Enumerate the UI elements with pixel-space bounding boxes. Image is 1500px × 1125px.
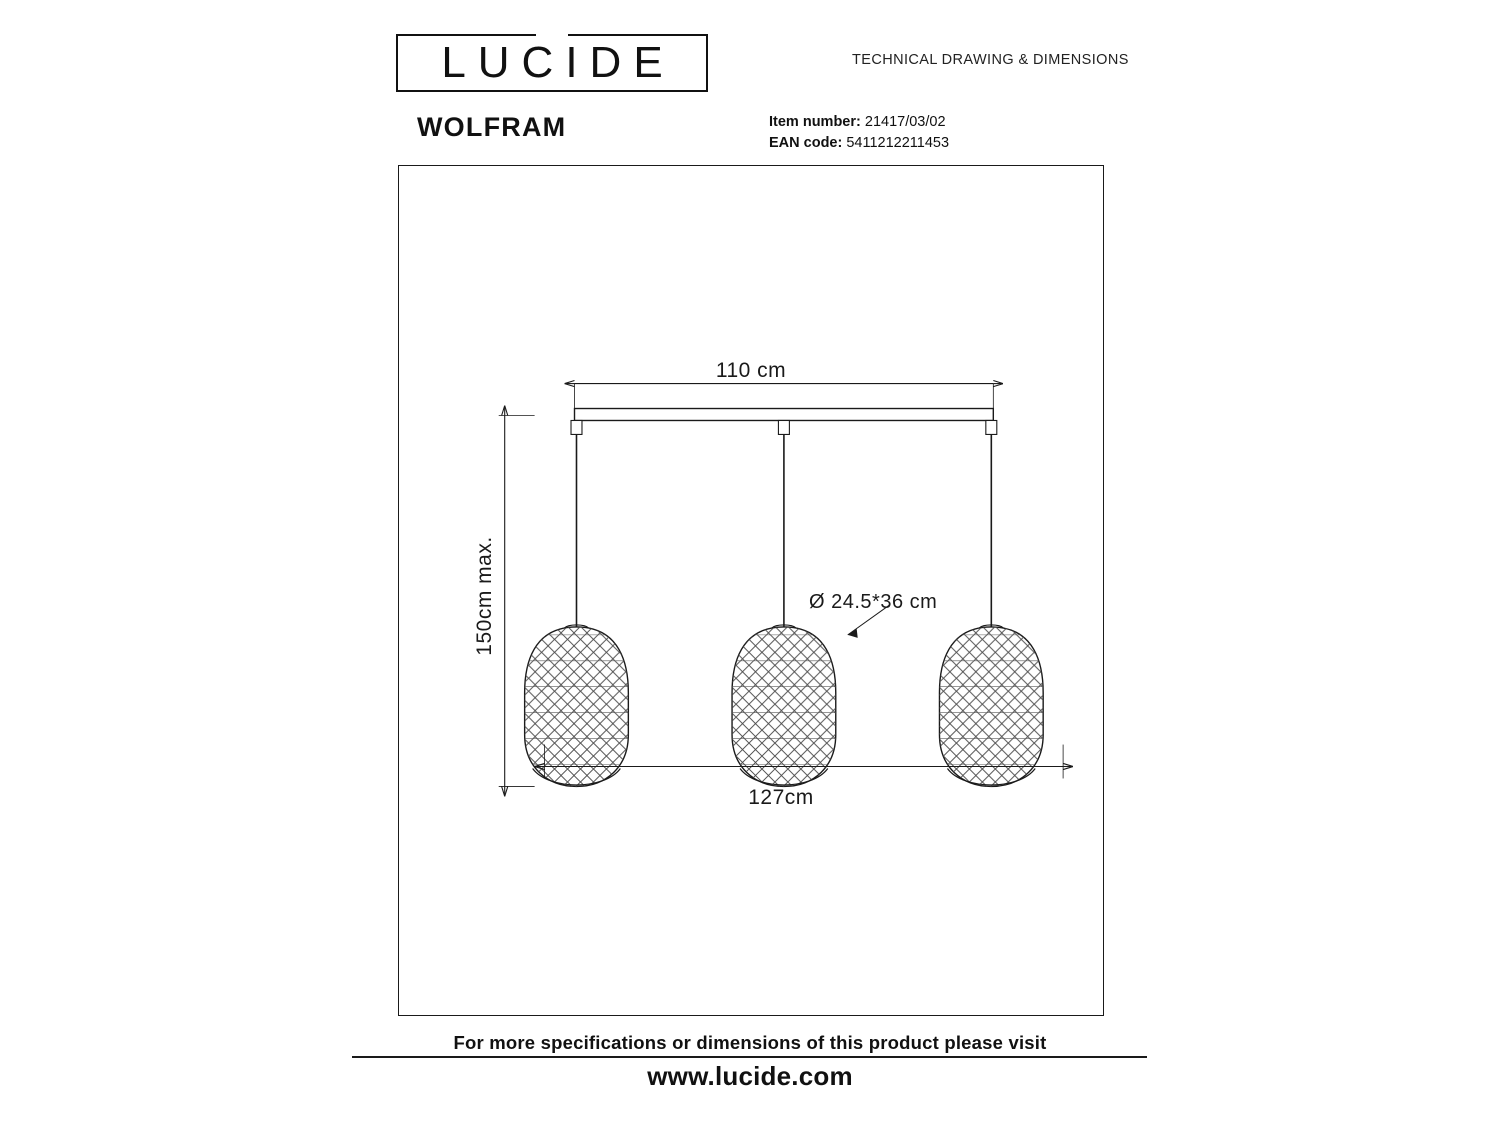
- dimension-width-bottom: 127cm: [748, 786, 814, 809]
- dimension-width-top: 110 cm: [715, 359, 787, 382]
- dimension-height: 150cm max.: [473, 536, 496, 656]
- ean-value: 5411212211453: [846, 135, 950, 151]
- item-number-label: Item number:: [769, 114, 861, 130]
- lucide-logo: [396, 34, 708, 92]
- footer-website[interactable]: www.lucide.com: [647, 1061, 853, 1091]
- logo-frame-bottom: [396, 90, 708, 92]
- dimension-shade-size: Ø 24.5*36 cm: [809, 591, 938, 613]
- footer-note: For more specifications or dimensions of this product please visit: [453, 1032, 1047, 1053]
- technical-drawing-frame: [398, 165, 1104, 1016]
- product-meta: [769, 112, 949, 154]
- ean-label: EAN code:: [769, 135, 843, 151]
- document-footer: [0, 1032, 1500, 1092]
- footer-divider: [352, 1056, 1147, 1058]
- logo-text: LUCIDE: [441, 38, 675, 87]
- document-type-label: TECHNICAL DRAWING & DIMENSIONS: [852, 52, 1129, 68]
- ean-row: [769, 133, 949, 154]
- item-number-value: 21417/03/02: [864, 114, 946, 130]
- document-header: [396, 34, 1416, 94]
- product-name: WOLFRAM: [417, 112, 567, 142]
- pendant-lamp-technical-drawing: [399, 166, 1103, 1015]
- item-number-row: [769, 112, 949, 133]
